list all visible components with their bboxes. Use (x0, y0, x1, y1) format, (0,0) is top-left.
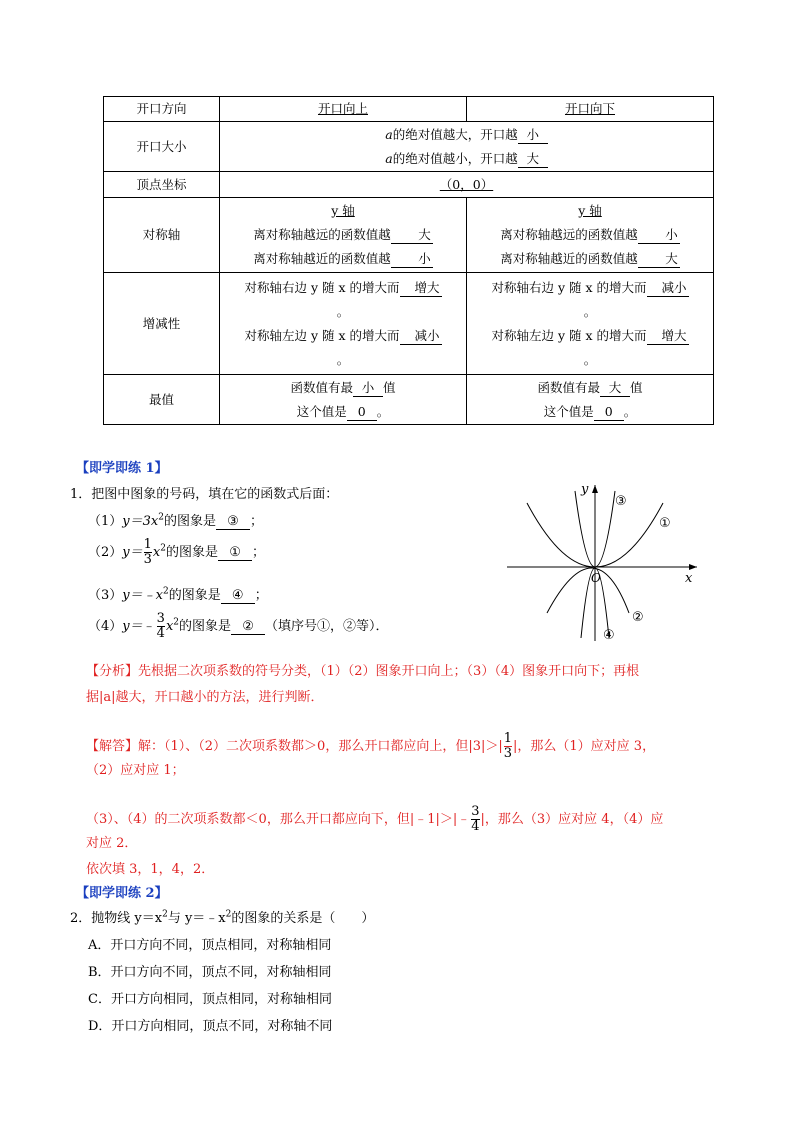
opening-up-text: 开口向上 (317, 101, 368, 116)
minus: ﹣ (142, 619, 156, 634)
opening-down-text: 开口向下 (564, 101, 615, 116)
text: 离对称轴越远的函数值越 (500, 227, 638, 242)
origin-label: O (591, 571, 601, 585)
text: 的图象是 (166, 545, 219, 560)
denominator: 4 (156, 626, 165, 641)
text: 2．抛物线 y＝x (70, 911, 163, 926)
text: 这个值是 (543, 403, 594, 419)
text: 。 (336, 303, 350, 319)
numerator: 1 (143, 537, 152, 552)
row-label: 开口大小 (104, 122, 220, 172)
text: 函数值有最 (290, 379, 353, 395)
answer-blank: 大 (391, 227, 433, 244)
answer-blank: 小 (518, 127, 548, 144)
denominator: 3 (143, 552, 152, 567)
item-4 (88, 612, 389, 641)
expr: x (152, 545, 161, 560)
option-a[interactable]: A．开口方向不同，顶点相同，对称轴相同 (88, 938, 332, 953)
curve-2 (547, 568, 629, 613)
answer-blank: 大 (638, 251, 680, 268)
cell (220, 375, 467, 425)
answer-blank: ② (231, 619, 265, 635)
cell (220, 97, 467, 122)
expr: y＝﹣x (122, 588, 163, 603)
text: |，那么（1）应对应 3， (513, 739, 656, 754)
parabola-graph (507, 483, 707, 643)
text: 的图象的关系是（ ） (231, 911, 375, 926)
fraction (504, 732, 512, 761)
numerator: 3 (471, 804, 480, 819)
item-2 (88, 538, 265, 567)
answer-blank: ④ (221, 588, 255, 604)
text: 。 (623, 403, 637, 419)
sup: 2 (160, 543, 166, 554)
text: （1） (88, 514, 123, 529)
numerator: 1 (503, 731, 513, 746)
cell (220, 198, 467, 273)
text: 的图象是 (163, 514, 216, 529)
cell (467, 198, 714, 273)
text: 的绝对值越大，开口越 (392, 126, 518, 142)
denominator: 3 (503, 746, 513, 761)
item-3 (88, 584, 268, 604)
label-1: ① (659, 516, 671, 531)
var-a: a (385, 126, 393, 142)
y-arrow-icon (592, 485, 598, 493)
text: 。 (583, 303, 597, 319)
analysis-line-1: 【分析】先根据二次项系数的符号分类，（1）（2）图象开口向上；（3）（4）图象开口向下；再根 (86, 664, 640, 679)
axis-text: y 轴 (331, 203, 355, 218)
label-2: ② (632, 610, 644, 625)
expr: y＝ (122, 619, 143, 634)
row-label: 开口方向 (104, 97, 220, 122)
item-1 (88, 510, 263, 530)
answer-blank: 0 (347, 404, 377, 421)
answer-blank: 小 (353, 380, 383, 397)
section-title-practice-2: 【即学即练 2】 (76, 886, 168, 901)
text: 的绝对值越小，开口越 (392, 150, 518, 166)
answer-blank: 小 (638, 227, 680, 244)
text: 。 (583, 351, 597, 367)
answer-blank: 大 (600, 380, 630, 397)
solution-line-1 (86, 732, 655, 761)
cell (467, 97, 714, 122)
label-3: ③ (615, 494, 627, 509)
text: 离对称轴越近的函数值越 (500, 251, 638, 266)
x-label: x (685, 571, 693, 586)
sup: 2 (158, 512, 164, 523)
cell (467, 273, 714, 375)
text: 值 (630, 379, 643, 395)
row-label: 最值 (104, 375, 220, 425)
y-label: y (581, 483, 589, 497)
row-label: 对称轴 (104, 198, 220, 273)
text: 对称轴左边 y 随 x 的增大而 (244, 327, 400, 343)
text: （3）、（4）的二次项系数都＜0，那么开口都应向下，但|﹣1|＞|﹣ (86, 812, 471, 827)
vertex-value: （0，0） (439, 176, 494, 192)
axis-text: y 轴 (578, 203, 602, 218)
answer-blank: 0 (594, 404, 624, 421)
fraction (144, 538, 152, 567)
answer-blank: 增大 (400, 280, 442, 297)
solution-line-5: 依次填 3，1，4，2． (86, 862, 215, 877)
answer-blank: 小 (391, 251, 433, 268)
text: 离对称轴越近的函数值越 (253, 251, 391, 266)
solution-line-2: （2）应对应 1； (86, 763, 185, 778)
x-arrow-icon (689, 564, 697, 570)
answer-blank: ③ (216, 514, 250, 530)
row-label: 增减性 (104, 273, 220, 375)
text: 对称轴右边 y 随 x 的增大而 (244, 279, 400, 295)
text: 这个值是 (296, 403, 347, 419)
text: （3） (88, 588, 123, 603)
parabola-properties-table (103, 96, 714, 425)
denominator: 4 (471, 819, 480, 834)
numerator: 3 (156, 611, 165, 626)
solution-line-4: 对应 2． (86, 836, 138, 851)
text: 值 (383, 379, 396, 395)
text: 。 (376, 403, 390, 419)
answer-blank: 减小 (647, 280, 689, 297)
sup: 2 (225, 909, 232, 920)
solution-line-3 (86, 805, 663, 834)
text: 【解答】解：（1）、（2）二次项系数都＞0，那么开口都应向上，但|3|＞| (86, 739, 503, 754)
section-title-practice-1: 【即学即练 1】 (76, 461, 168, 476)
text: 函数值有最 (537, 379, 600, 395)
text: 与 y＝﹣x (167, 911, 226, 926)
answer-blank: 增大 (647, 328, 689, 345)
cell (220, 273, 467, 375)
label-4: ④ (603, 628, 615, 643)
text: 对称轴左边 y 随 x 的增大而 (491, 327, 647, 343)
question-2 (70, 907, 374, 926)
option-c[interactable]: C．开口方向相同，顶点相同，对称轴相同 (88, 992, 332, 1007)
cell (220, 122, 714, 172)
text: （填序号①，②等）． (265, 619, 389, 634)
text: 对称轴右边 y 随 x 的增大而 (491, 279, 647, 295)
analysis-line-2: 据|a|越大，开口越小的方法，进行判断． (86, 690, 324, 705)
question-1: 1．把图中图象的号码，填在它的函数式后面： (70, 487, 339, 502)
text: ； (249, 514, 263, 529)
text: 。 (336, 351, 350, 367)
cell (467, 375, 714, 425)
answer-blank: ① (218, 545, 252, 561)
fraction (157, 612, 165, 641)
expr: x (165, 619, 174, 634)
sup: 2 (162, 909, 168, 920)
text: 的图象是 (168, 588, 221, 603)
option-d[interactable]: D．开口方向相同，顶点不同，对称轴不同 (88, 1019, 333, 1034)
row-label: 顶点坐标 (104, 172, 220, 198)
text: 的图象是 (179, 619, 232, 634)
text: （4） (88, 619, 123, 634)
answer-blank: 减小 (400, 328, 442, 345)
text: （2） (88, 545, 123, 560)
text: ； (254, 588, 268, 603)
var-a: a (385, 150, 393, 166)
expr: y＝ (122, 545, 143, 560)
text: 离对称轴越远的函数值越 (253, 227, 391, 242)
fraction (471, 805, 479, 834)
cell (220, 172, 714, 198)
text: ； (252, 545, 266, 560)
expr: y＝3x (122, 514, 159, 529)
option-b[interactable]: B．开口方向不同，顶点不同，对称轴相同 (88, 965, 332, 980)
sup: 2 (173, 617, 180, 628)
answer-blank: 大 (518, 151, 548, 168)
text: |，那么（3）应对应 4，（4）应 (480, 812, 664, 827)
sup: 2 (162, 586, 169, 597)
